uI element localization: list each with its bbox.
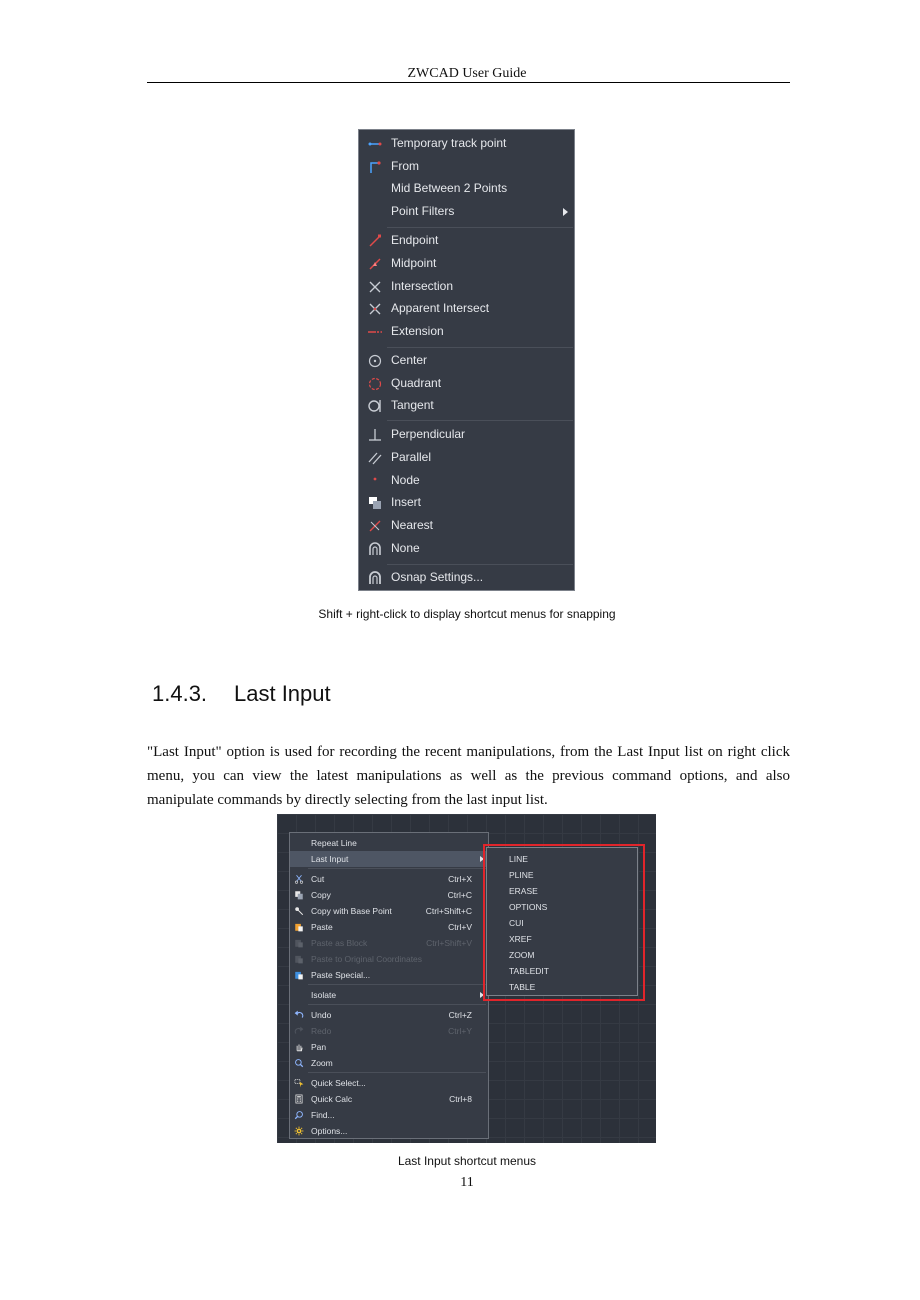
context-menu-item-label: Copy with Base Point bbox=[311, 906, 392, 916]
snap-menu-item[interactable] bbox=[359, 230, 574, 252]
context-menu-item-label: Paste to Original Coordinates bbox=[311, 954, 423, 964]
find-icon bbox=[294, 1110, 304, 1120]
undo-icon bbox=[294, 1010, 304, 1020]
perpendicular-icon bbox=[367, 427, 383, 443]
header-rule bbox=[147, 82, 790, 83]
context-menu-shortcut: Ctrl+C bbox=[447, 890, 472, 900]
context-menu-item-label: Quick Select... bbox=[311, 1078, 366, 1088]
pan-icon bbox=[294, 1042, 304, 1052]
snap-menu-item-label: Mid Between 2 Points bbox=[391, 181, 508, 195]
context-menu-item-label: Options... bbox=[311, 1126, 348, 1136]
menu-separator bbox=[387, 227, 573, 228]
context-menu-item-label: Undo bbox=[311, 1010, 332, 1020]
snap-menu-item-label: Temporary track point bbox=[391, 136, 507, 150]
redo-icon bbox=[294, 1026, 304, 1036]
copy-base-point-icon bbox=[294, 906, 304, 916]
context-menu-item-label: Zoom bbox=[311, 1058, 333, 1068]
last-input-entry[interactable]: ZOOM bbox=[509, 950, 535, 960]
context-menu-item[interactable] bbox=[290, 851, 488, 867]
context-menu-item[interactable] bbox=[290, 887, 488, 903]
node-icon bbox=[367, 473, 383, 489]
figure-caption-last-input: Last Input shortcut menus bbox=[397, 1154, 537, 1168]
context-menu-item bbox=[290, 1023, 488, 1039]
snap-menu-item-label: None bbox=[391, 541, 420, 555]
snap-menu-item[interactable] bbox=[359, 447, 574, 469]
last-input-entry[interactable]: LINE bbox=[509, 854, 528, 864]
snap-menu-item-label: Nearest bbox=[391, 518, 434, 532]
paste-block-icon bbox=[294, 938, 304, 948]
center-icon bbox=[367, 353, 383, 369]
options-icon bbox=[294, 1126, 304, 1136]
header-title: ZWCAD User Guide bbox=[407, 66, 527, 81]
paste-icon bbox=[294, 922, 304, 932]
context-menu-shortcut: Ctrl+V bbox=[448, 922, 472, 932]
osnap-settings-icon bbox=[367, 570, 383, 586]
tangent-icon bbox=[367, 398, 383, 414]
context-menu-item-label: Paste as Block bbox=[311, 938, 368, 948]
context-menu-item-label: Quick Calc bbox=[311, 1094, 353, 1104]
intersection-icon bbox=[367, 279, 383, 295]
last-input-entry[interactable]: TABLE bbox=[509, 982, 536, 992]
snap-menu-item-label: Quadrant bbox=[391, 376, 442, 390]
last-input-entry[interactable]: PLINE bbox=[509, 870, 534, 880]
snap-menu-item[interactable] bbox=[359, 133, 574, 155]
menu-separator bbox=[308, 868, 486, 869]
context-menu-item[interactable] bbox=[290, 903, 488, 919]
context-menu-shortcut: Ctrl+Y bbox=[448, 1026, 472, 1036]
last-input-entry[interactable]: ERASE bbox=[509, 886, 538, 896]
snap-menu-item[interactable] bbox=[359, 156, 574, 178]
context-menu-item bbox=[290, 935, 488, 951]
apparent-intersect-icon bbox=[367, 301, 383, 317]
snap-menu-item-label: Apparent Intersect bbox=[391, 301, 490, 315]
none-icon bbox=[367, 541, 383, 557]
snap-menu-item-label: Intersection bbox=[391, 279, 454, 293]
snap-menu-item-label: From bbox=[391, 159, 419, 173]
context-menu-item[interactable] bbox=[290, 1007, 488, 1023]
paste-special-icon bbox=[294, 970, 304, 980]
highlight-frame bbox=[483, 844, 645, 1001]
context-menu-item[interactable] bbox=[290, 1123, 488, 1139]
snap-menu-item[interactable] bbox=[359, 515, 574, 537]
snap-shortcut-menu bbox=[358, 129, 575, 591]
snap-menu-item-label: Osnap Settings... bbox=[391, 570, 484, 584]
cut-icon bbox=[294, 874, 304, 884]
snap-menu-item-label: Insert bbox=[391, 495, 422, 509]
snap-menu-item[interactable] bbox=[359, 201, 574, 223]
snap-menu-item-label: Midpoint bbox=[391, 256, 437, 270]
snap-menu-item-label: Point Filters bbox=[391, 204, 455, 218]
context-menu-shortcut: Ctrl+8 bbox=[449, 1094, 472, 1104]
snap-menu-item-label: Node bbox=[391, 473, 420, 487]
context-menu-item[interactable] bbox=[290, 871, 488, 887]
menu-separator bbox=[387, 420, 573, 421]
copy-icon bbox=[294, 890, 304, 900]
menu-separator bbox=[387, 347, 573, 348]
snap-menu-item-label: Parallel bbox=[391, 450, 432, 464]
context-menu-item-label: Cut bbox=[311, 874, 325, 884]
context-menu-item-label: Paste Special... bbox=[311, 970, 371, 980]
snap-menu-item[interactable] bbox=[359, 373, 574, 395]
snap-menu-item[interactable] bbox=[359, 395, 574, 417]
context-menu-item[interactable] bbox=[290, 1039, 488, 1055]
context-menu-shortcut: Ctrl+Shift+C bbox=[425, 906, 472, 916]
last-input-entry[interactable]: CUI bbox=[509, 918, 524, 928]
context-menu-item-label: Find... bbox=[311, 1110, 335, 1120]
section-title: Last Input bbox=[234, 681, 331, 706]
context-menu-shortcut: Ctrl+Z bbox=[448, 1010, 472, 1020]
snap-menu-item-label: Perpendicular bbox=[391, 427, 466, 441]
snap-menu-item[interactable] bbox=[359, 253, 574, 275]
snap-menu-item-label: Tangent bbox=[391, 398, 434, 412]
snap-menu-item-label: Endpoint bbox=[391, 233, 439, 247]
context-menu-item[interactable] bbox=[290, 1055, 488, 1071]
snap-menu-item[interactable] bbox=[359, 350, 574, 372]
menu-separator bbox=[308, 1004, 486, 1005]
context-menu-item-label: Redo bbox=[311, 1026, 332, 1036]
snap-menu-item[interactable] bbox=[359, 424, 574, 446]
context-menu-shortcut: Ctrl+X bbox=[448, 874, 472, 884]
context-menu-item[interactable] bbox=[290, 987, 488, 1003]
last-input-entry[interactable]: OPTIONS bbox=[509, 902, 548, 912]
submenu-arrow-icon bbox=[563, 208, 568, 216]
context-menu-item[interactable] bbox=[290, 835, 488, 851]
context-menu-item-label: Copy bbox=[311, 890, 331, 900]
body-paragraph: "Last Input" option is used for recording the recent manipulations, from the Last Input list on right click menu, you can view the latest manipulations as well as the previous command options, and also manipulate commands by directly selecting from the last input list. bbox=[147, 744, 790, 808]
context-menu-item bbox=[290, 951, 488, 967]
extension-icon bbox=[367, 324, 383, 340]
snap-menu-item[interactable] bbox=[359, 567, 574, 589]
snap-menu-item-label: Center bbox=[391, 353, 428, 367]
temporary-track-icon bbox=[367, 136, 383, 152]
endpoint-icon bbox=[367, 233, 383, 249]
right-click-menu bbox=[289, 832, 489, 1139]
snap-menu-item[interactable] bbox=[359, 492, 574, 514]
snap-menu-item[interactable] bbox=[359, 298, 574, 320]
zoom-icon bbox=[294, 1058, 304, 1068]
figure-caption-snap: Shift + right-click to display shortcut menus for snapping bbox=[318, 607, 616, 621]
quick-select-icon bbox=[294, 1078, 304, 1088]
quadrant-icon bbox=[367, 376, 383, 392]
context-menu-item[interactable] bbox=[290, 1091, 488, 1107]
last-input-entry[interactable]: XREF bbox=[509, 934, 532, 944]
menu-separator bbox=[387, 564, 573, 565]
menu-separator bbox=[308, 984, 486, 985]
snap-menu-item-label: Extension bbox=[391, 324, 444, 338]
insert-icon bbox=[367, 495, 383, 511]
context-menu-item-label: Last Input bbox=[311, 854, 349, 864]
snap-menu-item[interactable] bbox=[359, 276, 574, 298]
snap-menu-item[interactable] bbox=[359, 321, 574, 343]
context-menu-item-label: Pan bbox=[311, 1042, 327, 1052]
last-input-entry[interactable]: TABLEDIT bbox=[509, 966, 549, 976]
snap-menu-item[interactable] bbox=[359, 178, 574, 200]
snap-menu-item[interactable] bbox=[359, 538, 574, 560]
paste-original-icon bbox=[294, 954, 304, 964]
last-input-screenshot bbox=[277, 814, 656, 1143]
quick-calc-icon bbox=[294, 1094, 304, 1104]
midpoint-icon bbox=[367, 256, 383, 272]
nearest-icon bbox=[367, 518, 383, 534]
from-icon bbox=[367, 159, 383, 175]
context-menu-item[interactable] bbox=[290, 1075, 488, 1091]
parallel-icon bbox=[367, 450, 383, 466]
section-number: 1.4.3. bbox=[152, 681, 208, 706]
context-menu-item-label: Paste bbox=[311, 922, 333, 932]
context-menu-item-label: Isolate bbox=[311, 990, 337, 1000]
menu-separator bbox=[308, 1072, 486, 1073]
context-menu-item[interactable] bbox=[290, 919, 488, 935]
context-menu-item[interactable] bbox=[290, 1107, 488, 1123]
section-heading bbox=[152, 681, 331, 707]
context-menu-item[interactable] bbox=[290, 967, 488, 983]
context-menu-shortcut: Ctrl+Shift+V bbox=[426, 938, 472, 948]
page-number: 11 bbox=[460, 1175, 474, 1190]
context-menu-item-label: Repeat Line bbox=[311, 838, 357, 848]
snap-menu-item[interactable] bbox=[359, 470, 574, 492]
